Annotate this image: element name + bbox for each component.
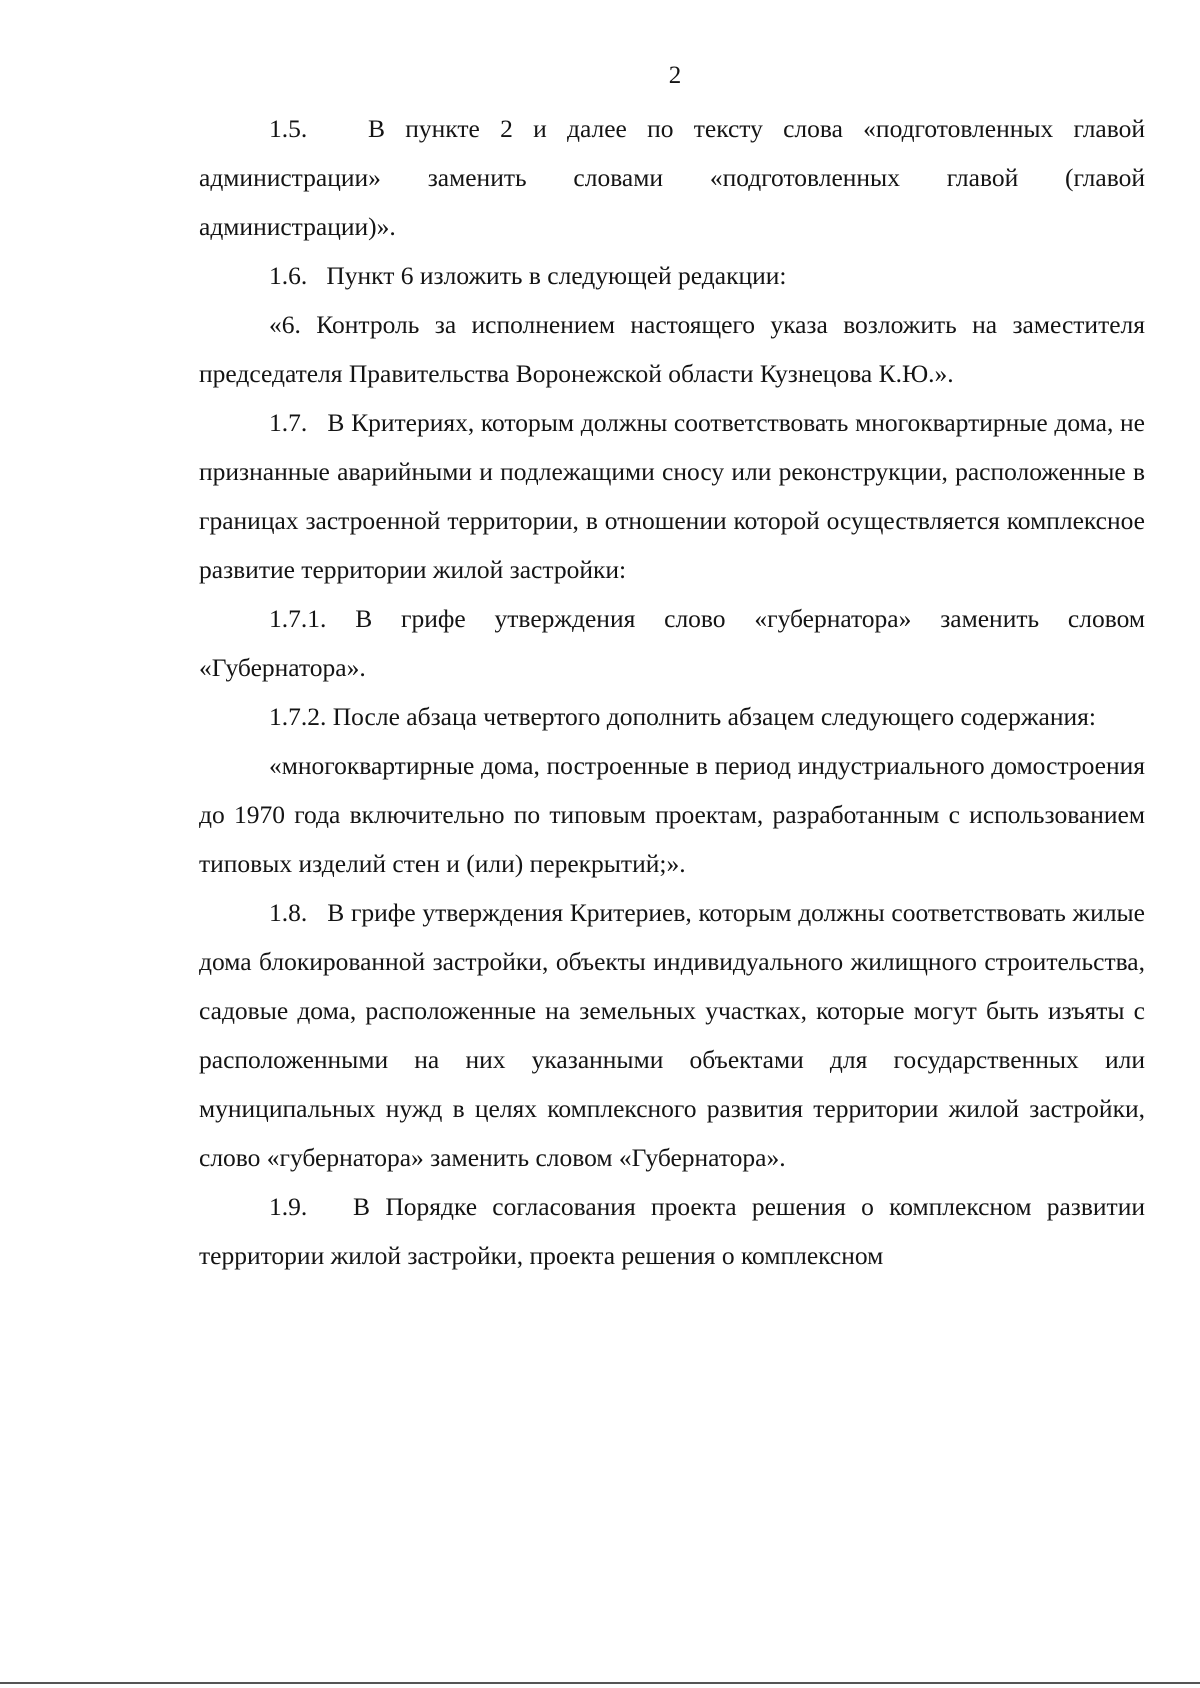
page-number: 2 xyxy=(668,62,682,89)
paragraph-1-7: 1.7. В Критериях, которым должны соответствовать многоквартирные дома, не признанные аварийными и подлежащими сносу или реконструкции, расположенные в границах застроенной территории, в отношении которой осуществляется комплексное развитие территории жилой застройки: xyxy=(199,408,1145,584)
document-body xyxy=(199,104,1145,1280)
paragraph-quote-multiapartment: «многоквартирные дома, построенные в период индустриального домостроения до 1970 года включительно по типовым проектам, разработанным с использованием типовых изделий стен и (или) перекрытий;». xyxy=(199,751,1145,878)
paragraph-1-5: 1.5. В пункте 2 и далее по тексту слова «подготовленных главой администрации» заменить словами «подготовленных главой (главой администрации)». xyxy=(199,114,1145,241)
paragraph-1-9: 1.9. В Порядке согласования проекта решения о комплексном развитии территории жилой застройки, проекта решения о комплексном xyxy=(199,1192,1145,1270)
paragraph-1-7-2: 1.7.2. После абзаца четвертого дополнить абзацем следующего содержания: xyxy=(269,702,1096,731)
paragraph-1-6: 1.6. Пункт 6 изложить в следующей редакции: xyxy=(269,261,787,290)
paragraph-1-8: 1.8. В грифе утверждения Критериев, которым должны соответствовать жилые дома блокированной застройки, объекты индивидуального жилищного строительства, садовые дома, расположенные на земельных участках, которые могут быть изъяты с расположенными на них указанными объектами для государственных или муниципальных нужд в целях комплексного развития территории жилой застройки, слово «губернатора» заменить словом «Губернатора». xyxy=(199,898,1145,1172)
paragraph-1-7-1: 1.7.1. В грифе утверждения слово «губернатора» заменить словом «Губернатора». xyxy=(199,604,1145,682)
paragraph-quote-6: «6. Контроль за исполнением настоящего указа возложить на заместителя председателя Правительства Воронежской области Кузнецова К.Ю.». xyxy=(199,310,1145,388)
page-bottom-rule xyxy=(0,1682,1200,1684)
